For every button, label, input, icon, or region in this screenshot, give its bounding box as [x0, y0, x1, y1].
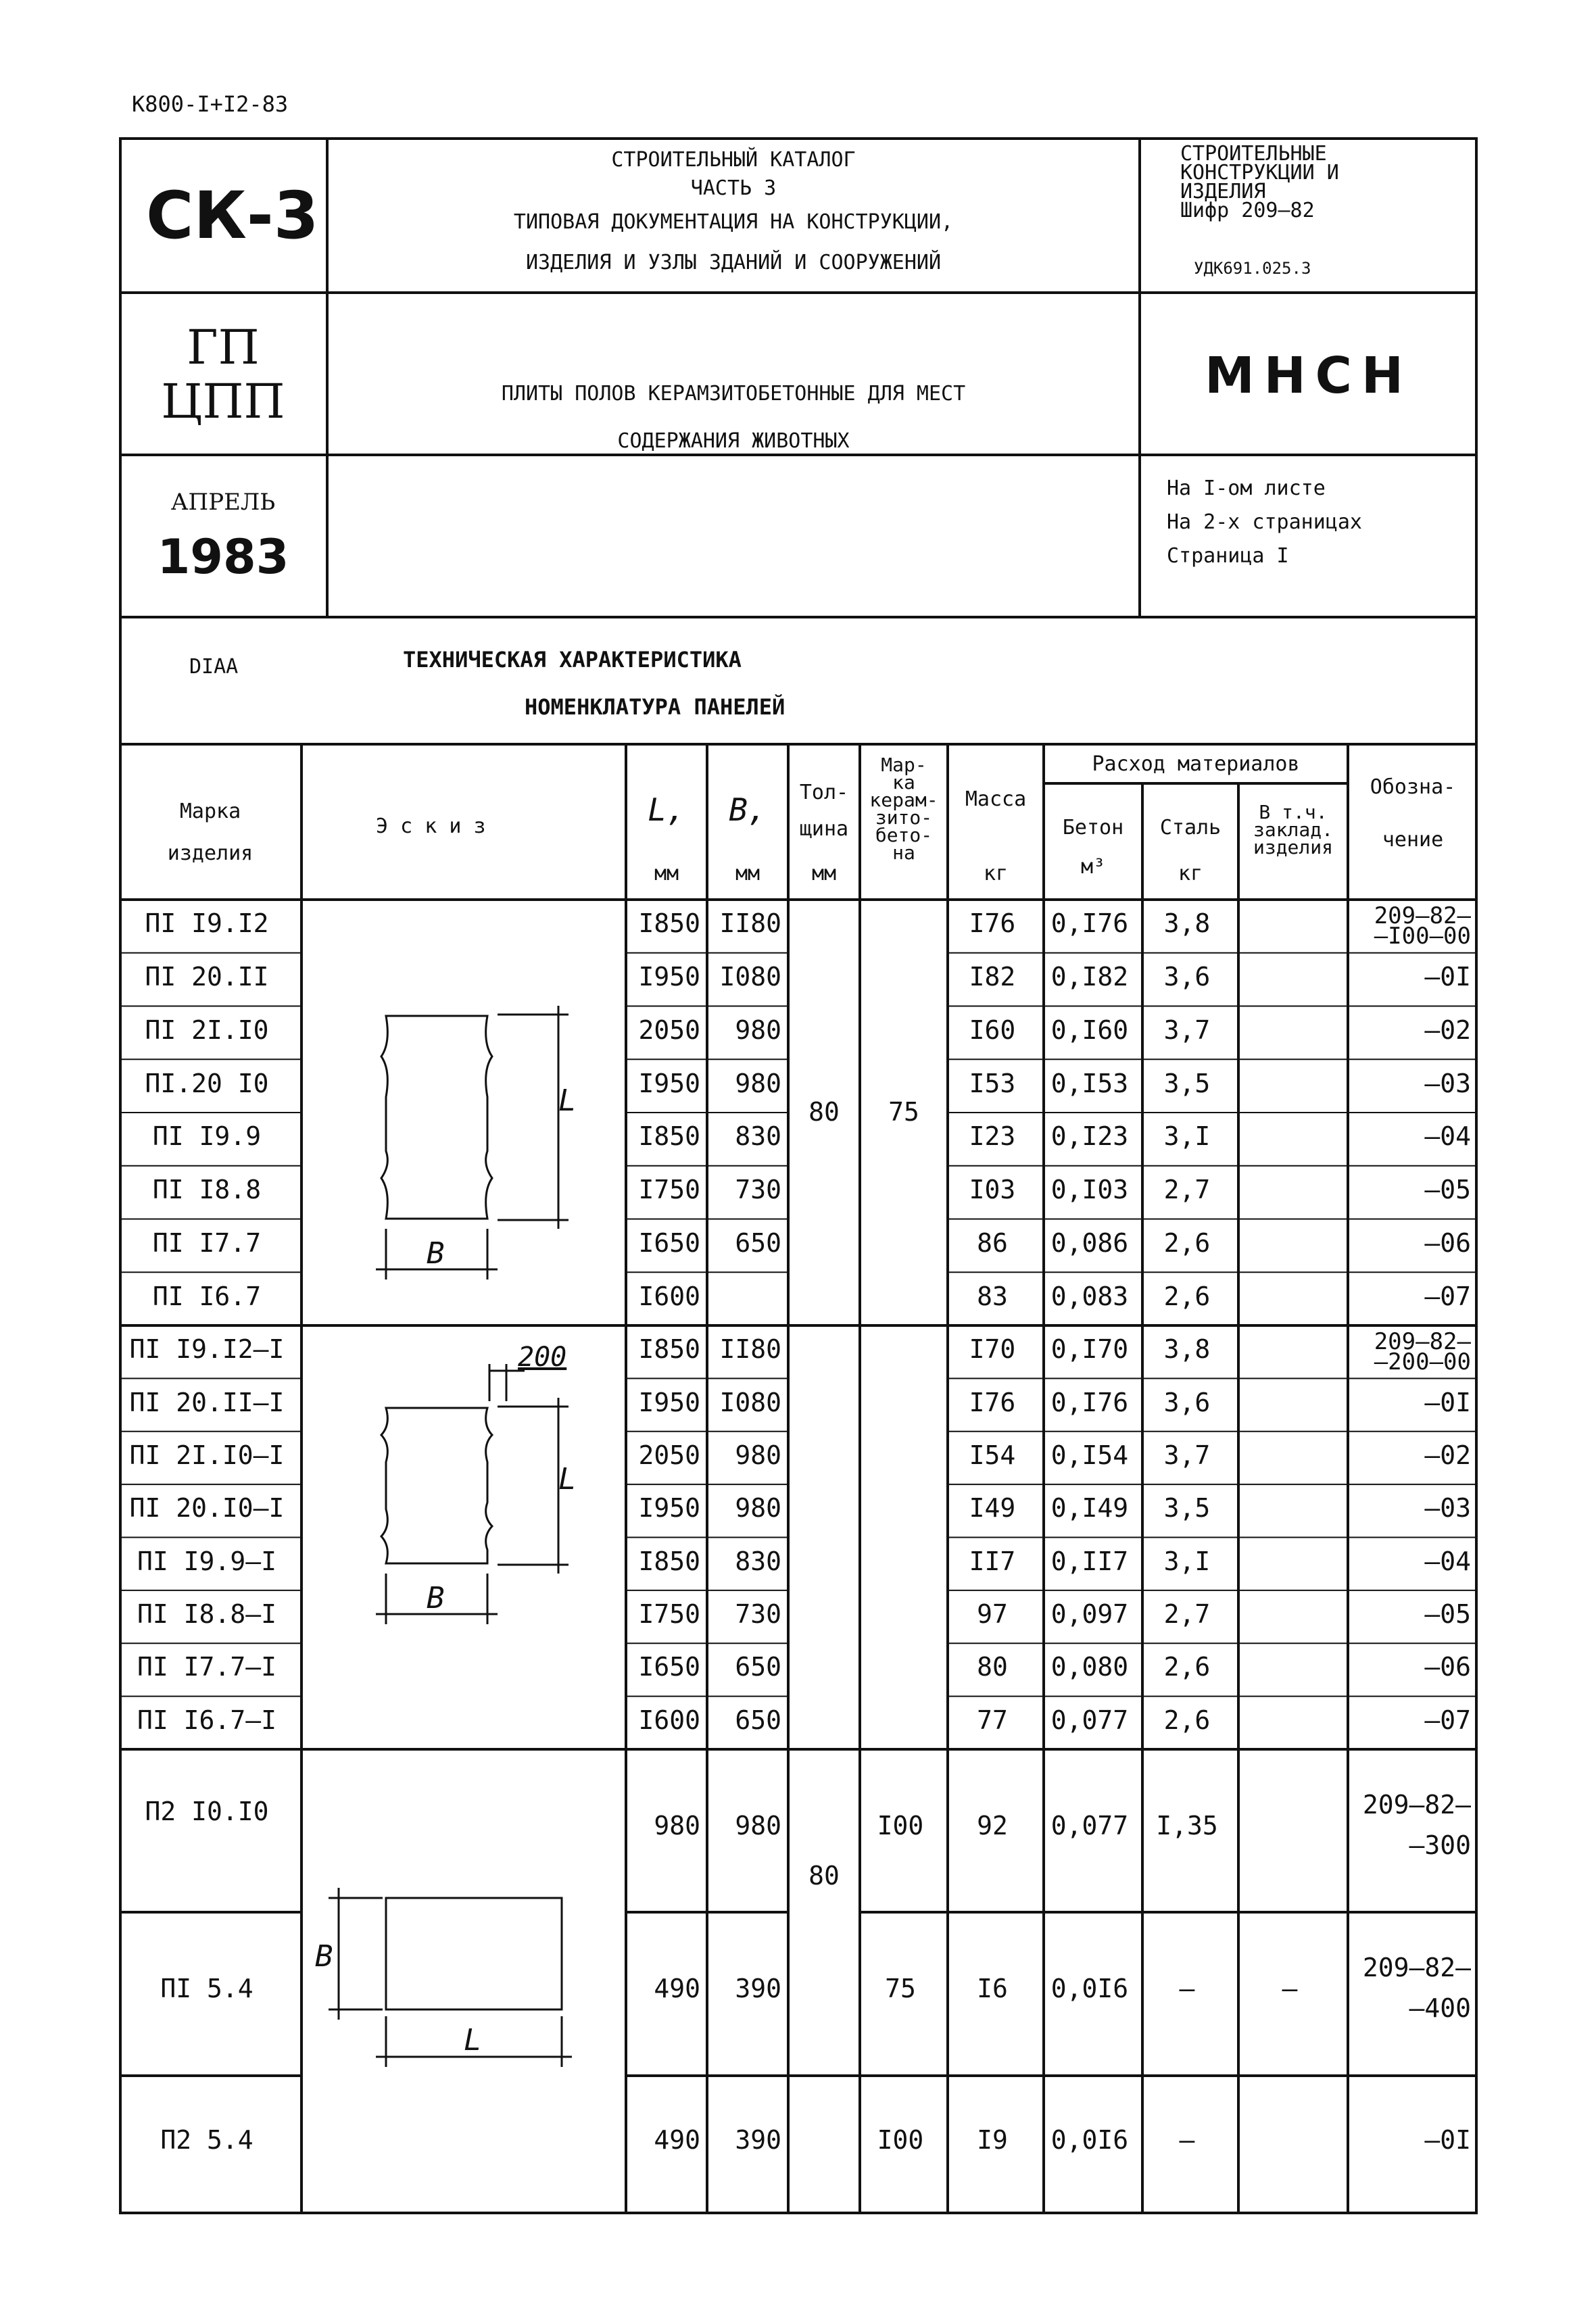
cell-mark: ПI I9.I2–I — [129, 1334, 285, 1365]
th-steel-unit: кг — [1178, 862, 1203, 885]
cell-L: I600 — [638, 1281, 700, 1311]
cell-desig: –06 — [1424, 1227, 1471, 1258]
cell-desig: –07 — [1424, 1705, 1471, 1735]
cell-steel: 3,6 — [1163, 962, 1211, 992]
catalog-line-3: ТИПОВАЯ ДОКУМЕНТАЦИЯ НА КОНСТРУКЦИИ, — [513, 210, 954, 234]
cell-desig: 209–82– — [1362, 1953, 1471, 1982]
th-thick-2: щина — [799, 817, 849, 841]
sheet-info-3: Страница I — [1167, 544, 1289, 568]
cell-mark: ПI I9.9 — [152, 1121, 262, 1152]
th-mark-1: Марка — [179, 800, 241, 823]
cell-L: I950 — [638, 1493, 700, 1524]
cell-concrete: 0,077 — [1050, 1810, 1129, 1841]
cell-grade: I00 — [877, 1810, 924, 1841]
section-line-1: ТЕХНИЧЕСКАЯ ХАРАКТЕРИСТИКА — [403, 647, 742, 673]
cell-concrete: 0,080 — [1050, 1652, 1129, 1682]
sketch3-L-label: L — [464, 2023, 482, 2057]
th-mass-unit: кг — [983, 862, 1009, 885]
cell-desig-cont: –I00–00 — [1374, 923, 1471, 950]
g1-grade: 75 — [888, 1097, 919, 1127]
cell-concrete: 0,II7 — [1050, 1546, 1129, 1576]
th-incl-1: В т.ч. — [1259, 801, 1328, 823]
th-sketch: Э с к и з — [376, 814, 486, 838]
sketch2-L-label: L — [558, 1462, 577, 1496]
sheet-info-2: На 2-х страницах — [1167, 510, 1362, 534]
th-incl-2: заклад. — [1253, 819, 1333, 841]
cell-concrete: 0,097 — [1050, 1599, 1129, 1630]
cell-mass: 77 — [977, 1705, 1008, 1735]
cell-steel: 3,I — [1163, 1546, 1211, 1576]
cell-desig: 209–82– — [1362, 1790, 1471, 1820]
cell-L: I950 — [638, 1068, 700, 1098]
page-code: К800-I+I2-83 — [132, 91, 289, 117]
cell-desig: –07 — [1424, 1281, 1471, 1311]
th-grade-5: бето- — [875, 824, 933, 846]
cell-L: 2050 — [638, 1015, 700, 1045]
cell-mark: ПI 2I.I0–I — [129, 1440, 285, 1470]
cell-mark: ПI 5.4 — [160, 1974, 253, 2003]
cell-concrete: 0,083 — [1050, 1281, 1129, 1311]
cell-B: 390 — [735, 1974, 781, 2003]
cell-concrete: 0,I23 — [1050, 1121, 1129, 1152]
right-line-2: КОНСТРУКЦИИ И — [1180, 161, 1339, 185]
th-B: B, — [729, 791, 767, 828]
sketch2-B-label: B — [427, 1581, 445, 1615]
cell-desig: –0I — [1424, 2124, 1471, 2155]
cell-grade: 75 — [885, 1974, 916, 2003]
cell-mass: I54 — [969, 1440, 1016, 1470]
cell-concrete: 0,077 — [1050, 1705, 1129, 1735]
cell-steel: – — [1179, 1974, 1195, 2003]
cell-mass: I9 — [977, 2124, 1008, 2155]
year: 1983 — [157, 529, 289, 585]
cell-L: I650 — [638, 1652, 700, 1682]
sketch1-L-label: L — [558, 1083, 577, 1118]
slab-sketch-1 — [376, 1006, 569, 1280]
cell-B: 650 — [735, 1652, 781, 1682]
cell-mass: 80 — [977, 1652, 1008, 1682]
cell-L: I850 — [638, 1121, 700, 1152]
cell-mass: I6 — [977, 1974, 1008, 2003]
cell-desig: –05 — [1424, 1599, 1471, 1630]
cell-desig: –04 — [1424, 1121, 1471, 1152]
g3-thickness: 80 — [808, 1861, 840, 1891]
th-steel: Сталь — [1159, 816, 1222, 839]
cell-B: II80 — [719, 908, 781, 939]
sheet-info-1: На I-ом листе — [1167, 477, 1326, 500]
cell-steel: 2,6 — [1163, 1705, 1211, 1735]
cell-steel: 3,I — [1163, 1121, 1211, 1152]
cell-mark: П2 I0.I0 — [145, 1797, 269, 1826]
th-L: L, — [648, 791, 685, 828]
cell-L: 490 — [654, 1974, 700, 2003]
doc-code: МНСН — [1205, 347, 1413, 405]
section-line-2: НОМЕНКЛАТУРА ПАНЕЛЕЙ — [525, 694, 785, 720]
cell-B: 830 — [735, 1546, 781, 1576]
cell-grade: I00 — [877, 2124, 924, 2155]
cell-L: 980 — [654, 1810, 700, 1841]
th-concrete-unit: м³ — [1080, 855, 1106, 879]
th-L-unit: мм — [654, 862, 679, 885]
cell-desig-cont: –200–00 — [1374, 1348, 1471, 1375]
cell-mass: 97 — [977, 1599, 1008, 1630]
title-line-2: СОДЕРЖАНИЯ ЖИВОТНЫХ — [617, 429, 850, 453]
cell-B: 730 — [735, 1599, 781, 1630]
cell-mark: ПI I6.7 — [152, 1281, 262, 1311]
udk-code: УДК691.025.3 — [1194, 259, 1311, 278]
cell-L: I600 — [638, 1705, 700, 1735]
cell-steel: 3,8 — [1163, 908, 1211, 939]
cell-B: 980 — [735, 1068, 781, 1098]
cell-L: 490 — [654, 2124, 700, 2155]
cell-desig: –06 — [1424, 1652, 1471, 1682]
sketch1-B-label: B — [427, 1236, 445, 1271]
cell-steel: I,35 — [1156, 1810, 1218, 1841]
cell-mass: II7 — [969, 1546, 1016, 1576]
cell-concrete: 0,I54 — [1050, 1440, 1129, 1470]
cell-desig: –04 — [1424, 1546, 1471, 1576]
cell-steel: 3,6 — [1163, 1387, 1211, 1417]
right-line-3: ИЗДЕЛИЯ — [1180, 180, 1266, 203]
cell-B: 980 — [735, 1810, 781, 1841]
cell-mark: ПI I7.7 — [152, 1227, 262, 1258]
cell-B: 980 — [735, 1493, 781, 1524]
th-concrete: Бетон — [1062, 816, 1124, 839]
cell-steel: 2,7 — [1163, 1599, 1211, 1630]
th-incl-3: изделия — [1253, 836, 1333, 858]
cell-concrete: 0,I49 — [1050, 1493, 1129, 1524]
cell-L: I750 — [638, 1175, 700, 1205]
cell-steel: 2,6 — [1163, 1227, 1211, 1258]
cell-steel: 3,7 — [1163, 1015, 1211, 1045]
cell-mark: ПI I8.8 — [152, 1175, 262, 1205]
cell-steel: 2,7 — [1163, 1175, 1211, 1205]
th-grade-6: на — [892, 842, 915, 864]
cell-steel: 2,6 — [1163, 1652, 1211, 1682]
th-materials: Расход материалов — [1092, 752, 1300, 776]
cell-B: 830 — [735, 1121, 781, 1152]
cell-desig: –0I — [1424, 1387, 1471, 1417]
sketch2-dim-label: 200 — [518, 1342, 567, 1373]
cell-concrete: 0,0I6 — [1050, 2124, 1129, 2155]
th-grade-1: Мар- — [881, 754, 927, 776]
th-desig-2: чение — [1382, 828, 1444, 852]
cell-desig-cont: –300 — [1409, 1830, 1471, 1860]
cell-B: 980 — [735, 1440, 781, 1470]
cell-desig: –02 — [1424, 1440, 1471, 1470]
cell-mass: 92 — [977, 1810, 1008, 1841]
cell-mass: I03 — [969, 1175, 1016, 1205]
cell-desig: –03 — [1424, 1493, 1471, 1524]
cell-B: 980 — [735, 1015, 781, 1045]
slab-sketch-2 — [376, 1364, 569, 1624]
cell-mark: ПI I9.9–I — [137, 1546, 276, 1576]
cell-concrete: 0,I82 — [1050, 962, 1129, 992]
cell-mass: I82 — [969, 962, 1016, 992]
cell-B: 650 — [735, 1227, 781, 1258]
cell-mass: 83 — [977, 1281, 1008, 1311]
cell-L: I950 — [638, 1387, 700, 1417]
cell-desig: –05 — [1424, 1175, 1471, 1205]
cell-L: I750 — [638, 1599, 700, 1630]
cell-mark: ПI I6.7–I — [137, 1705, 276, 1735]
cell-steel: – — [1179, 2124, 1195, 2155]
cell-mass: I23 — [969, 1121, 1016, 1152]
cell-concrete: 0,I60 — [1050, 1015, 1129, 1045]
cell-concrete: 0,086 — [1050, 1227, 1129, 1258]
cell-B: 390 — [735, 2124, 781, 2155]
sketch3-B-label: B — [315, 1939, 333, 1974]
cell-mass: I70 — [969, 1334, 1016, 1365]
cell-desig: 209–82– — [1374, 1328, 1471, 1355]
th-grade-4: зито- — [875, 806, 933, 829]
cell-concrete: 0,0I6 — [1050, 1974, 1129, 2003]
th-thick-1: Тол- — [799, 781, 849, 804]
cell-steel: 3,5 — [1163, 1068, 1211, 1098]
th-grade-2: ка — [892, 771, 915, 794]
cell-steel: 3,5 — [1163, 1493, 1211, 1524]
cell-concrete: 0,I76 — [1050, 1387, 1129, 1417]
cell-steel: 3,8 — [1163, 1334, 1211, 1365]
cell-steel: 2,6 — [1163, 1281, 1211, 1311]
cell-mark: ПI 20.II — [145, 962, 269, 992]
cell-mass: 86 — [977, 1227, 1008, 1258]
cell-L: I850 — [638, 1334, 700, 1365]
right-line-4: Шифр 209–82 — [1180, 199, 1315, 222]
series-code: СК-3 — [146, 178, 319, 253]
cell-desig: –03 — [1424, 1068, 1471, 1098]
cell-L: I850 — [638, 908, 700, 939]
cell-desig: –02 — [1424, 1015, 1471, 1045]
cell-desig-cont: –400 — [1409, 1993, 1471, 2023]
th-grade-3: керам- — [869, 789, 938, 811]
cell-mass: I76 — [969, 908, 1016, 939]
th-mass: Масса — [965, 787, 1027, 811]
th-mark-2: изделия — [167, 842, 253, 865]
cell-concrete: 0,I70 — [1050, 1334, 1129, 1365]
cell-mark: ПI 20.I0–I — [129, 1493, 285, 1524]
cell-mass: I49 — [969, 1493, 1016, 1524]
cell-steel: 3,7 — [1163, 1440, 1211, 1470]
catalog-line-2: ЧАСТЬ 3 — [690, 176, 777, 200]
cell-mark: ПI 20.II–I — [129, 1387, 285, 1417]
cell-L: 2050 — [638, 1440, 700, 1470]
slab-sketch-3 — [329, 1888, 572, 2067]
cell-B: 650 — [735, 1705, 781, 1735]
cell-B: II80 — [719, 1334, 781, 1365]
cell-mass: I76 — [969, 1387, 1016, 1417]
cell-concrete: 0,I53 — [1050, 1068, 1129, 1098]
cell-L: I850 — [638, 1546, 700, 1576]
th-desig-1: Обозна- — [1370, 775, 1456, 799]
org-line-2: ЦПП — [161, 374, 285, 429]
cell-concrete: 0,I76 — [1050, 908, 1129, 939]
cell-B: I080 — [719, 962, 781, 992]
catalog-line-1: СТРОИТЕЛЬНЫЙ КАТАЛОГ — [611, 148, 856, 172]
th-B-unit: мм — [735, 862, 760, 885]
cell-concrete: 0,I03 — [1050, 1175, 1129, 1205]
cell-mass: I60 — [969, 1015, 1016, 1045]
right-line-1: СТРОИТЕЛЬНЫЕ — [1180, 142, 1327, 166]
cell-mark: ПI I9.I2 — [145, 908, 269, 939]
month: АПРЕЛЬ — [170, 489, 276, 516]
cell-L: I950 — [638, 962, 700, 992]
cell-mark: ПI.20 I0 — [145, 1068, 269, 1098]
cell-incl: – — [1282, 1974, 1298, 2003]
cell-mass: I53 — [969, 1068, 1016, 1098]
catalog-line-4: ИЗДЕЛИЯ И УЗЛЫ ЗДАНИЙ И СООРУЖЕНИЙ — [525, 251, 942, 274]
title-line-1: ПЛИТЫ ПОЛОВ КЕРАМЗИТОБЕТОННЫЕ ДЛЯ МЕСТ — [501, 382, 966, 406]
cell-mark: ПI I8.8–I — [137, 1599, 276, 1630]
catalog-sheet — [119, 137, 1478, 2214]
cell-desig: –0I — [1424, 962, 1471, 992]
cell-B: I080 — [719, 1387, 781, 1417]
cell-L: I650 — [638, 1227, 700, 1258]
cell-B: 730 — [735, 1175, 781, 1205]
section-code: DIAA — [189, 655, 239, 679]
cell-mark: ПI I7.7–I — [137, 1652, 276, 1682]
cell-mark: П2 5.4 — [160, 2124, 253, 2155]
org-line-1: ГП — [187, 320, 260, 375]
cell-desig: 209–82– — [1374, 902, 1471, 929]
g1-thickness: 80 — [808, 1097, 840, 1127]
th-thick-unit: мм — [811, 862, 837, 885]
cell-mark: ПI 2I.I0 — [145, 1015, 269, 1045]
